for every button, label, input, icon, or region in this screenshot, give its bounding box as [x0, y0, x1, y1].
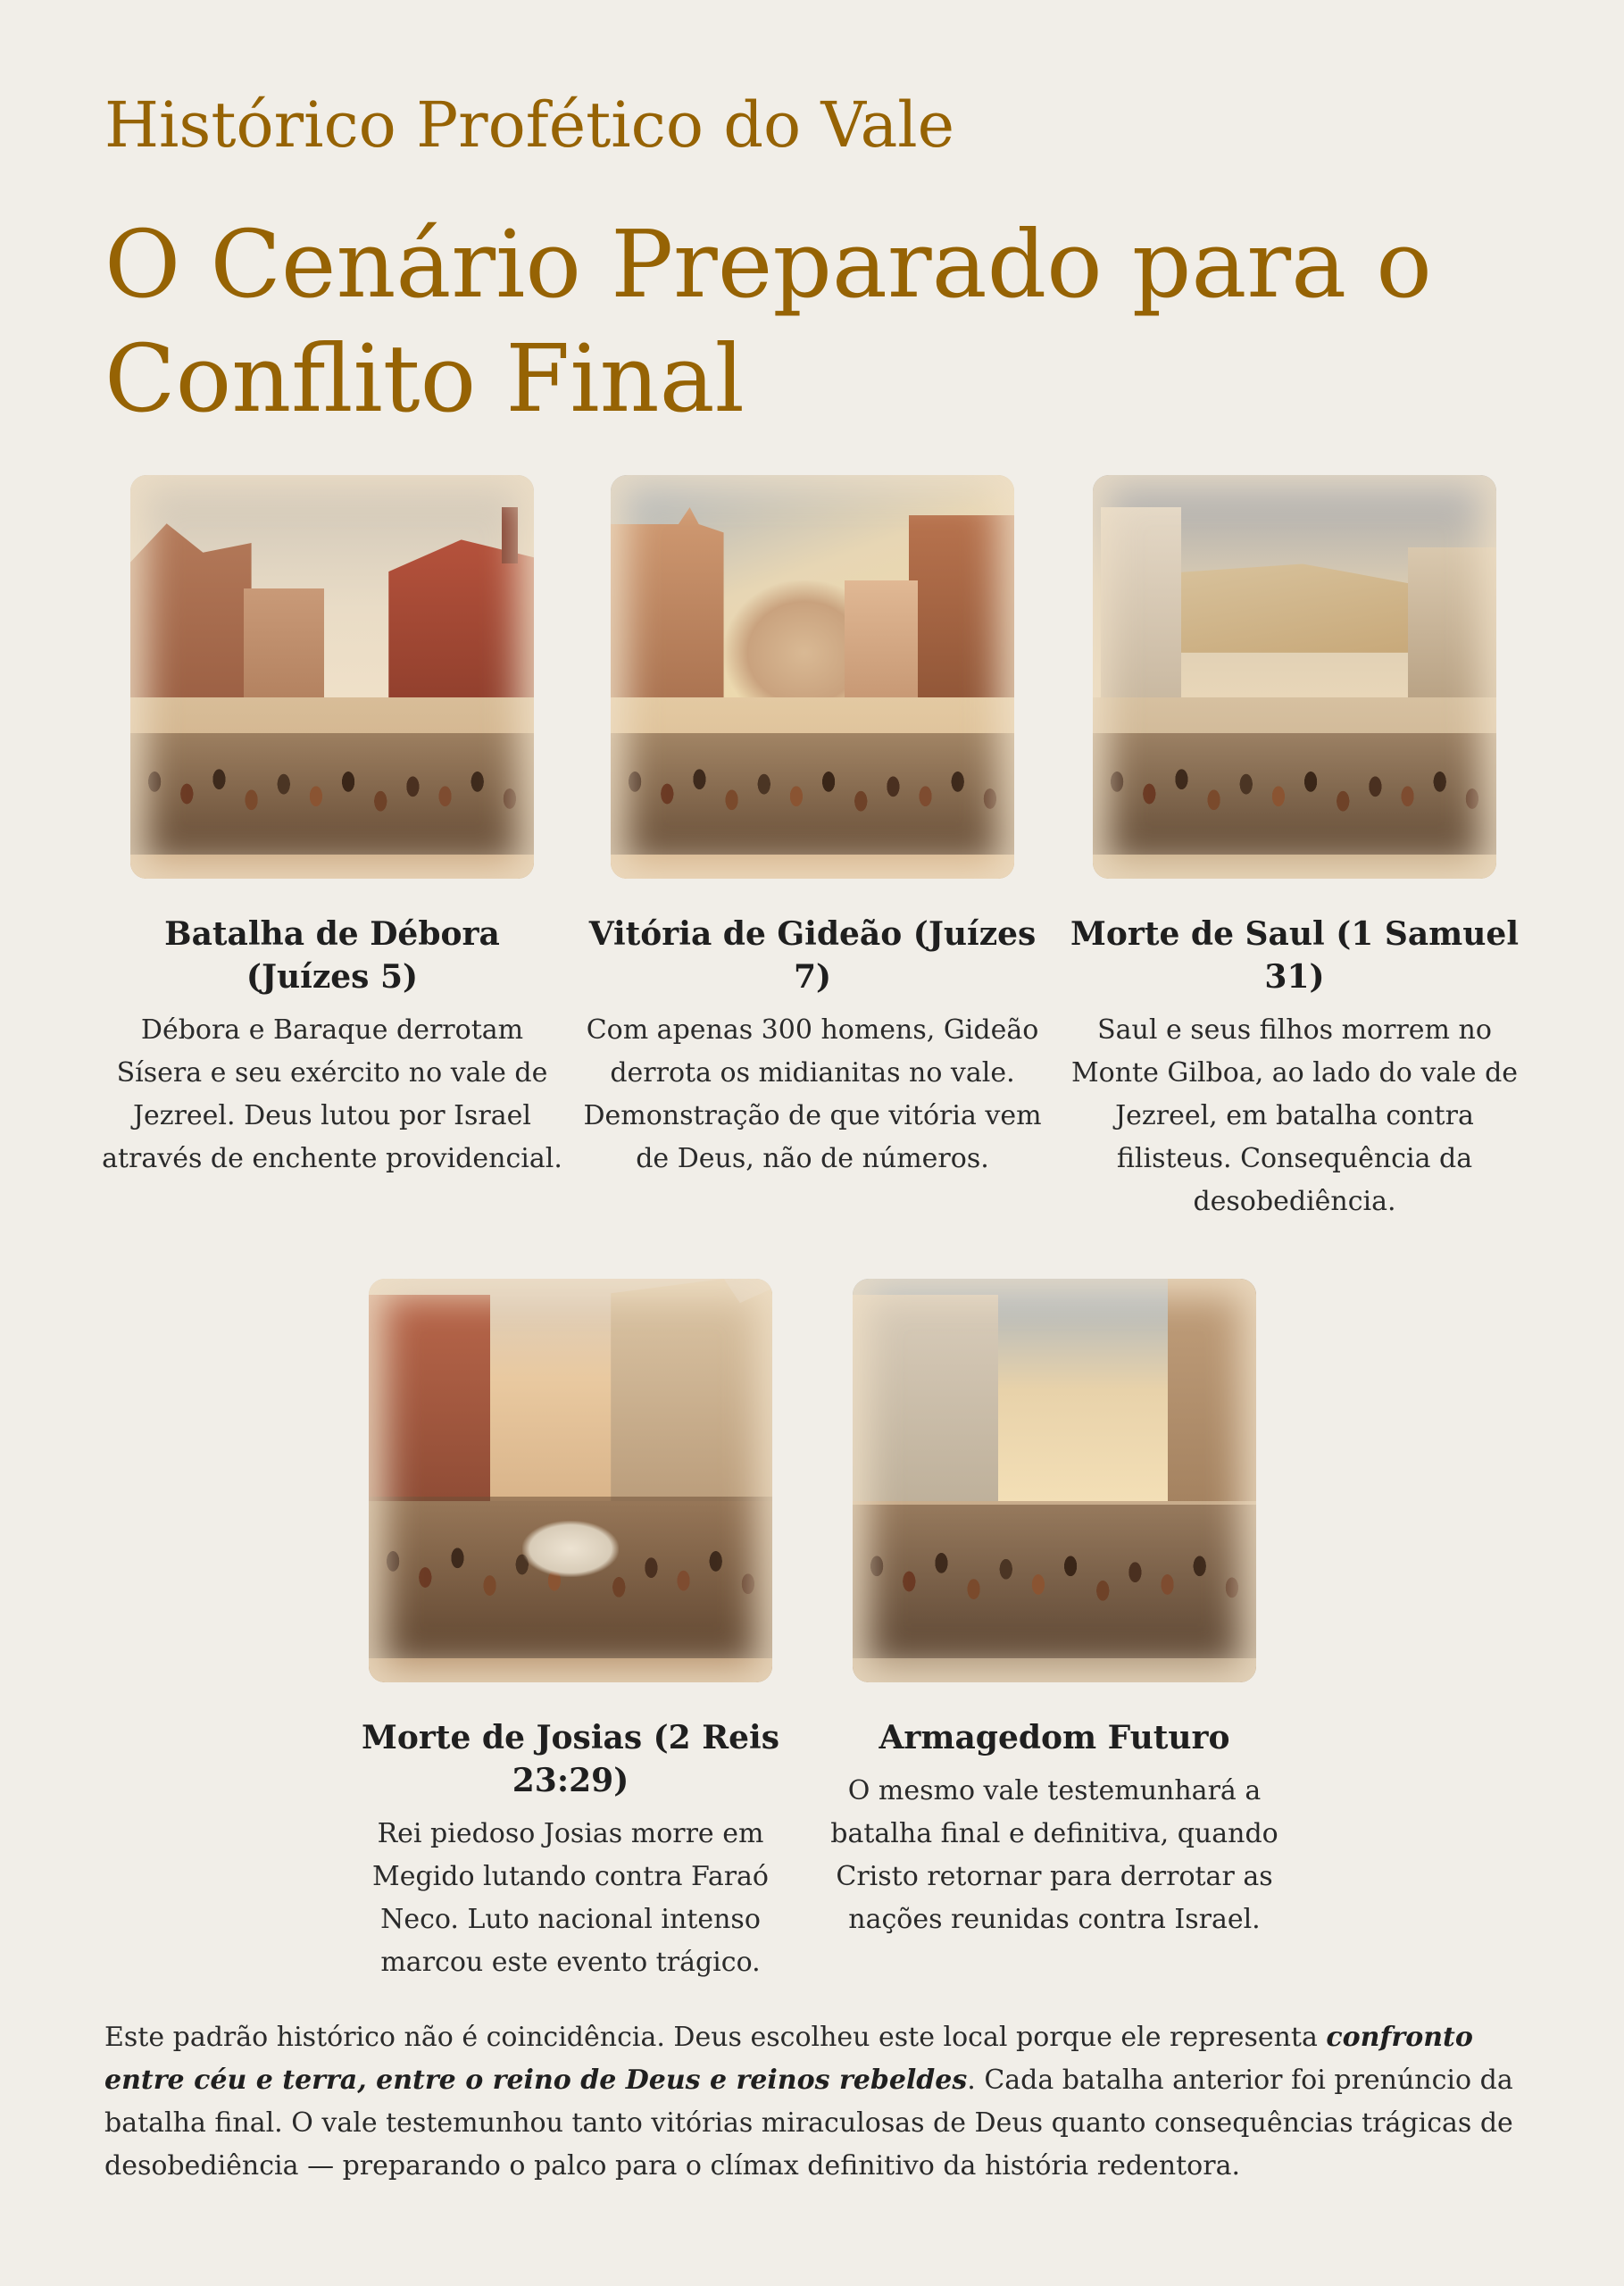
event-card-gideao	[580, 475, 1045, 1181]
section-kicker: Histórico Profético do Vale	[104, 88, 955, 162]
event-card-debora	[100, 475, 564, 1181]
illustration-armagedom	[853, 1279, 1256, 1682]
illustration-debora	[130, 475, 534, 879]
card-title: Morte de Josias (2 Reis 23:29)	[362, 1719, 779, 1799]
card-description: O mesmo vale testemunhará a batalha final e definitiva, quando Cristo retornar para derrotar as nações reunidas contra Israel.	[830, 1775, 1278, 1935]
event-card-saul	[1062, 475, 1527, 1223]
card-description: Rei piedoso Josias morre em Megido lutando contra Faraó Neco. Luto nacional intenso marcou este evento trágico.	[371, 1818, 769, 1978]
summary-text-start: Este padrão histórico não é coincidência. Deus escolheu este local porque ele representa	[104, 2022, 1327, 2053]
event-card-armagedom	[822, 1279, 1287, 1941]
illustration-gideao	[611, 475, 1014, 879]
card-description: Saul e seus filhos morrem no Monte Gilboa, ao lado do vale de Jezreel, em batalha contra filisteus. Consequência da desobediência.	[1070, 1014, 1519, 1217]
card-title: Vitória de Gideão (Juízes 7)	[588, 915, 1037, 996]
card-title: Batalha de Débora (Juízes 5)	[164, 915, 500, 996]
card-title: Morte de Saul (1 Samuel 31)	[1070, 915, 1519, 996]
card-description: Com apenas 300 homens, Gideão derrota os midianitas no vale. Demonstração de que vitória vem de Deus, não de números.	[583, 1014, 1042, 1174]
event-card-josias	[338, 1279, 803, 1984]
card-title: Armagedom Futuro	[879, 1719, 1230, 1756]
page-title: O Cenário Preparado para o Conflito Final	[104, 210, 1432, 433]
illustration-saul	[1093, 475, 1496, 879]
summary-text-end: . Cada batalha anterior foi prenúncio da batalha final. O vale testemunhou tanto vitórias miraculosas de Deus quanto consequências trágicas de desobediência — preparando o palco para o clímax definitivo da história redentora.	[104, 2065, 1513, 2182]
summary-emphasis: confronto entre céu e terra, entre o reino de Deus e reinos rebeldes	[104, 2022, 1473, 2096]
illustration-josias	[369, 1279, 772, 1682]
card-description: Débora e Baraque derrotam Sísera e seu exército no vale de Jezreel. Deus lutou por Israel através de enchente providencial.	[102, 1014, 562, 1174]
summary-paragraph	[104, 2016, 1520, 2188]
